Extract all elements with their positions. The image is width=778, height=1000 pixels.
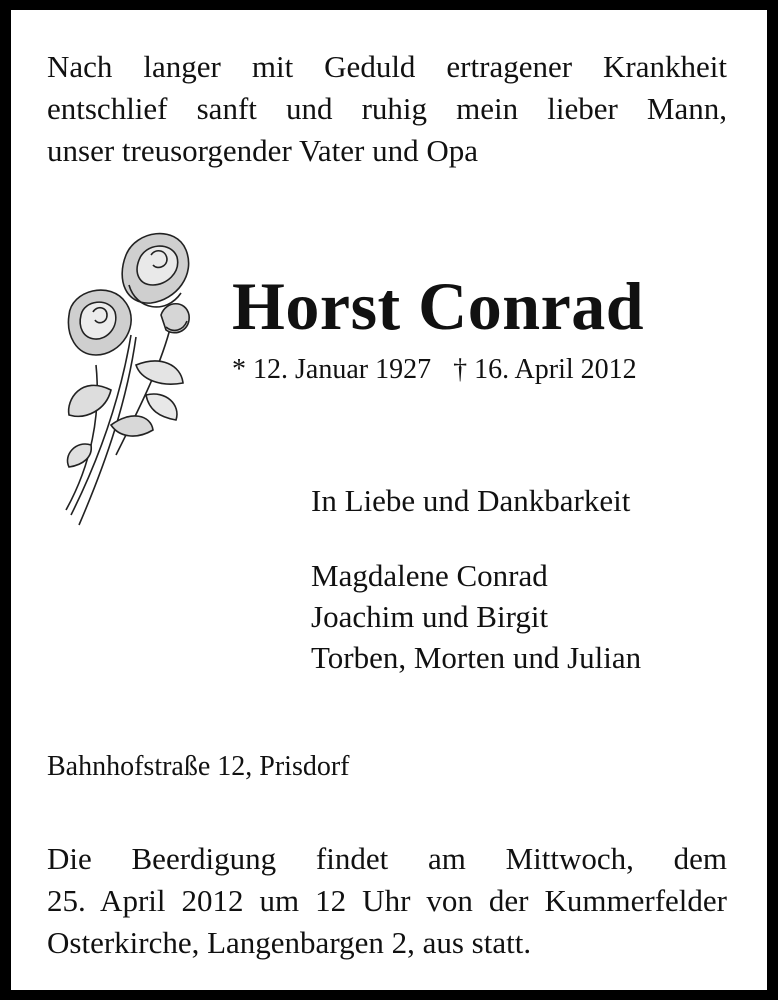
funeral-notice bbox=[47, 838, 727, 964]
funeral-line-2: 25. April 2012 um 12 Uhr von der Kummerfelder bbox=[47, 883, 727, 918]
intro-line-1: Nach langer mit Geduld ertragener Krankheit bbox=[47, 49, 727, 84]
intro-text bbox=[47, 46, 727, 172]
deceased-name: Horst Conrad bbox=[232, 268, 645, 344]
birth-date: * 12. Januar 1927 bbox=[232, 354, 432, 385]
life-dates bbox=[232, 353, 637, 387]
funeral-line-1: Die Beerdigung findet am Mittwoch, dem bbox=[47, 841, 727, 876]
intro-line-2: entschlief sanft und ruhig mein lieber Mann, bbox=[47, 91, 727, 126]
obituary-card bbox=[11, 10, 767, 990]
address: Bahnhofstraße 12, Prisdorf bbox=[47, 751, 350, 782]
closing-line: In Liebe und Dankbarkeit bbox=[311, 483, 631, 518]
funeral-line-3: Osterkirche, Langenbargen 2, aus statt. bbox=[47, 925, 532, 960]
intro-line-3: unser treusorgender Vater und Opa bbox=[47, 133, 479, 168]
family-member: Joachim und Birgit bbox=[311, 599, 549, 634]
family-list bbox=[311, 555, 641, 678]
family-member: Magdalene Conrad bbox=[311, 558, 548, 593]
death-date: † 16. April 2012 bbox=[453, 354, 637, 385]
rose-illustration-icon bbox=[41, 215, 211, 535]
family-member: Torben, Morten und Julian bbox=[311, 640, 642, 675]
